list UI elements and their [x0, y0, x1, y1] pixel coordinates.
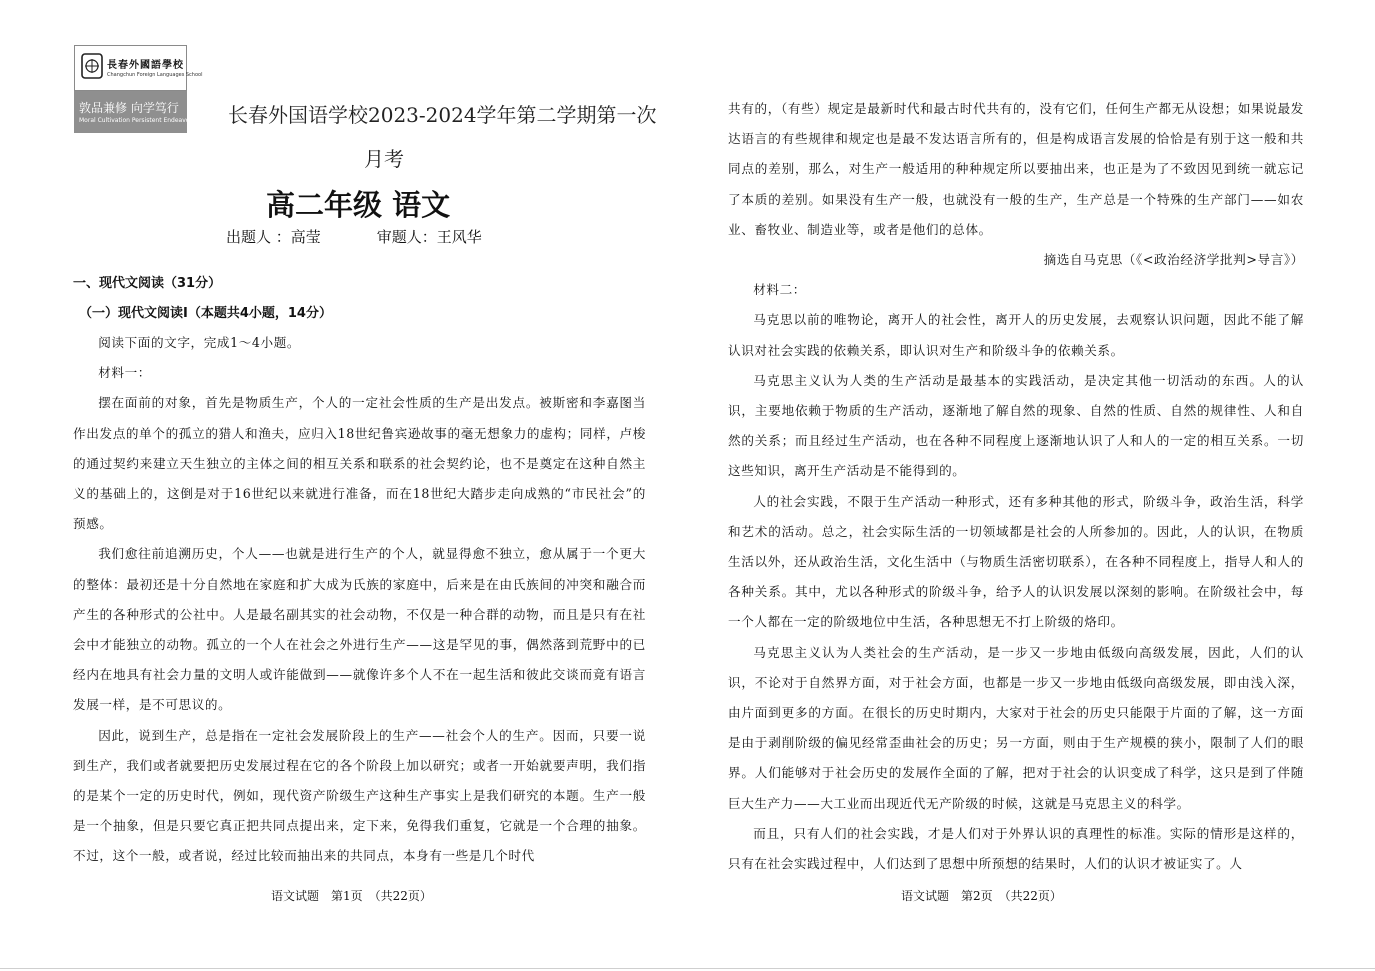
exam-title: 长春外国语学校2023-2024学年第二学期第一次 — [228, 103, 657, 127]
subject-title: 高二年级 语文 — [266, 188, 451, 222]
logo-school-name-en: Changchun Foreign Languages School — [107, 72, 203, 78]
material-two-label: 材料二： — [753, 282, 806, 298]
instruction: 阅读下面的文字，完成1～4小题。 — [98, 335, 301, 350]
logo-banner — [74, 45, 203, 91]
motto-band — [74, 91, 192, 133]
material-one-label: 材料一： — [98, 365, 151, 381]
paragraph: 摆在面前的对象，首先是物质生产，个人的一定社会性质的生产是出发点。被斯密和李嘉图当作出发点的单个的孤立的猎人和渔夫，应归入18世纪鲁宾逊故事的毫无想象力的虚构；同样，卢梭的通过契约来建立天生独立的主体之间的相互关系和联系的社会契约论，也不是奠定在这种自然主义的基础上的，这倒是对于16世纪以来就进行准备，而在18世纪大踏步走向成熟的“市民社会”的预感。 — [73, 395, 646, 532]
motto-cn: 敦品兼修 向学笃行 — [79, 101, 179, 115]
question-setter: 出题人 ：高莹 — [226, 228, 321, 246]
source-citation: 摘选自马克思（《<政治经济学批判>导言》） — [1043, 252, 1304, 268]
subsection-heading: （一）现代文阅读Ⅰ（本题共4小题，14分） — [79, 306, 332, 321]
paragraph: 而且，只有人们的社会实践，才是人们对于外界认识的真理性的标准。实际的情形是这样的，只有在社会实践过程中，人们达到了思想中所预想的结果时，人们的认识才被证实了。人 — [728, 825, 1304, 872]
exam-title-continued: 月考 — [364, 147, 404, 171]
page-footer: 语文试题 第2页 （共22页） — [901, 889, 1062, 903]
authors-line — [226, 226, 482, 247]
section-heading: 一、现代文阅读（31分） — [73, 276, 222, 291]
logo-school-name: 長春外國語學校 — [107, 60, 184, 71]
question-reviewer: 审题人：王风华 — [376, 228, 482, 246]
paragraph: 人的社会实践，不限于生产活动一种形式，还有多种其他的形式，阶级斗争，政治生活，科学和艺术的活动。总之，社会实际生活的一切领域都是社会的人所参加的。因此，人的认识，在物质生活以外，还从政治生活，文化生活中（与物质生活密切联系），在各种不同程度上，指导人和人的各种关系。其中，尤以各种形式的阶级斗争，给予人的认识发展以深刻的影响。在阶级社会中，每一个人都在一定的阶级地位中生活，各种思想无不打上阶级的烙印。 — [728, 493, 1304, 630]
paragraph: 我们愈往前追溯历史，个人——也就是进行生产的个人，就显得愈不独立，愈从属于一个更大的整体：最初还是十分自然地在家庭和扩大成为氏族的家庭中，后来是在由氏族间的冲突和融合而产生的各种形式的公社中。人是最名副其实的社会动物，不仅是一种合群的动物，而且是只有在社会中才能独立的动物。孤立的一个人在社会之外进行生产——这是罕见的事，偶然落到荒野中的已经内在地具有社会力量的文明人或许能做到——就像许多个人不在一起生活和彼此交谈而竟有语言发展一样，是不可思议的。 — [73, 546, 646, 713]
right-body — [728, 94, 1304, 879]
motto-en: Moral Cultivation Persistent Endeavor — [79, 117, 192, 124]
left-body — [73, 328, 646, 872]
school-seal-icon — [81, 53, 103, 79]
school-logo — [74, 45, 203, 133]
paragraph: 马克思以前的唯物论，离开人的社会性，离开人的历史发展，去观察认识问题，因此不能了解认识对社会实践的依赖关系，即认识对生产和阶级斗争的依赖关系。 — [728, 312, 1304, 358]
page-footer: 语文试题 第1页 （共22页） — [271, 889, 432, 903]
paragraph: 马克思主义认为人类社会的生产活动，是一步又一步地由低级向高级发展，因此，人们的认识，不论对于自然界方面，对于社会方面，也都是一步又一步地由低级向高级发展，即由浅入深，由片面到更多的方面。在很长的历史时期内，大家对于社会的历史只能限于片面的了解，这一方面是由于剥削阶级的偏见经常歪曲社会的历史；另一方面，则由于生产规模的狭小，限制了人们的眼界。人们能够对于社会历史的发展作全面的了解，把对于社会的认识变成了科学，这只是到了伴随巨大生产力——大工业而出现近代无产阶级的时候，这就是马克思主义的科学。 — [728, 644, 1304, 811]
paragraph: 因此，说到生产，总是指在一定社会发展阶段上的生产——社会个人的生产。因而，只要一说到生产，我们或者就要把历史发展过程在它的各个阶段上加以研究；或者一开始就要声明，我们指的是某个一定的历史时代，例如，现代资产阶级生产这种生产事实上是我们研究的本题。生产一般是一个抽象，但是只要它真正把共同点提出来，定下来，免得我们重复，它就是一个合理的抽象。不过，这个一般，或者说，经过比较而抽出来的共同点，本身有一些是几个时代 — [73, 727, 646, 864]
right-page — [688, 0, 1375, 971]
paragraph: 马克思主义认为人类的生产活动是最基本的实践活动，是决定其他一切活动的东西。人的认识，主要地依赖于物质的生产活动，逐渐地了解自然的现象、自然的性质、自然的规律性、人和自然的关系；而且经过生产活动，也在各种不同程度上逐渐地认识了人和人的一定的相互关系。一切这些知识，离开生产活动是不能得到的。 — [728, 372, 1304, 479]
sheet-bottom-edge — [0, 968, 1375, 969]
paragraph: 共有的，（有些）规定是最新时代和最古时代共有的，没有它们，任何生产都无从设想；如果说最发达语言的有些规律和规定也是最不发达语言所有的，但是构成语言发展的恰恰是有别于这一般和共同点的差别，那么，对生产一般适用的种种规定所以要抽出来，也正是为了不致因见到统一就忘记了本质的差别。如果没有生产一般，也就没有一般的生产，生产总是一个特殊的生产部门——如农业、畜牧业、制造业等，或者是他们的总体。 — [728, 101, 1304, 237]
